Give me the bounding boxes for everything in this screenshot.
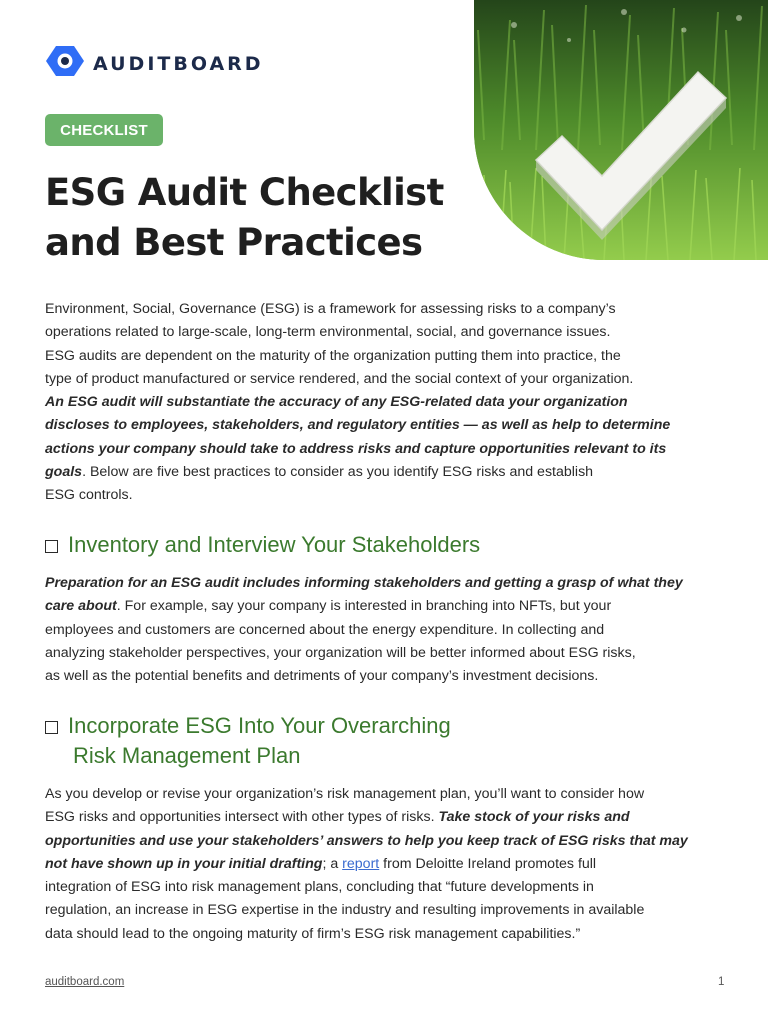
intro-emphasis-line: An ESG audit will substantiate the accuracy of any ESG-related data your organization <box>45 394 628 411</box>
title-line-1: ESG Audit Checklist <box>45 171 444 214</box>
section2-line: not have shown up in your initial drafting; a report from Deloitte Ireland promotes full <box>45 855 597 872</box>
section2-line: integration of ESG into risk management plans, concluding that “future developments in <box>45 879 594 896</box>
section-heading-stakeholders: Inventory and Interview Your Stakeholders <box>45 530 480 560</box>
page-title <box>45 168 465 268</box>
title-line-2: and Best Practices <box>45 221 423 264</box>
intro-line: type of product manufactured or service rendered, and the social context of your organization. <box>45 370 634 387</box>
section-heading-risk-management: Incorporate ESG Into Your Overarching Risk Management Plan <box>45 711 451 771</box>
checkbox-icon[interactable] <box>45 540 58 553</box>
intro-emphasis-line: discloses to employees, stakeholders, and regulatory entities — as well as help to determine <box>45 417 671 434</box>
section1-line: analyzing stakeholder perspectives, your organization will be better informed about ESG risks, <box>45 644 636 661</box>
section1-paragraph <box>45 572 725 688</box>
intro-line: ESG audits are dependent on the maturity of the organization putting them into practice, the <box>45 347 621 364</box>
section2-line: As you develop or revise your organization’s risk management plan, you’ll want to consider how <box>45 786 645 802</box>
logo-text: AUDITBOARD <box>93 52 264 75</box>
page-number: 1 <box>718 976 725 988</box>
report-link[interactable]: report <box>342 855 380 872</box>
intro-line: Environment, Social, Governance (ESG) is a framework for assessing risks to a company’s <box>45 301 616 317</box>
section2-line: data should lead to the ongoing maturity of firm’s ESG risk management capabilities.” <box>45 925 581 942</box>
section2-emphasis-line: opportunities and use your stakeholders’ answers to help you keep track of ESG risks that may <box>45 832 688 849</box>
intro-paragraph <box>45 298 725 508</box>
checklist-badge: CHECKLIST <box>45 114 163 146</box>
hero-grass-checkmark-image <box>474 0 768 260</box>
checkbox-icon[interactable] <box>45 721 58 734</box>
intro-line: goals. Below are five best practices to consider as you identify ESG risks and establish <box>45 464 594 481</box>
section1-line: employees and customers are concerned about the energy expenditure. In collecting and <box>45 621 605 638</box>
intro-line: ESG controls. <box>45 487 133 504</box>
section1-emphasis-line: Preparation for an ESG audit includes informing stakeholders and getting a grasp of what they <box>45 575 683 591</box>
intro-line: operations related to large-scale, long-term environmental, social, and governance issues. <box>45 324 611 341</box>
section1-line: care about. For example, say your company is interested in branching into NFTs, but your <box>45 598 612 615</box>
section2-paragraph <box>45 783 725 946</box>
section2-line: ESG risks and opportunities intersect with other types of risks. Take stock of your risks and <box>45 809 630 826</box>
section1-line: as well as the potential benefits and detriments of your company’s investment decisions. <box>45 668 599 685</box>
section2-line: regulation, an increase in ESG expertise in the industry and resulting improvements in available <box>45 902 645 919</box>
intro-emphasis-line: actions your company should take to address risks and capture opportunities relevant to its <box>45 440 667 457</box>
auditboard-logo-icon <box>45 44 85 83</box>
auditboard-logo[interactable] <box>45 44 264 83</box>
footer-website-link[interactable]: auditboard.com <box>45 976 125 988</box>
